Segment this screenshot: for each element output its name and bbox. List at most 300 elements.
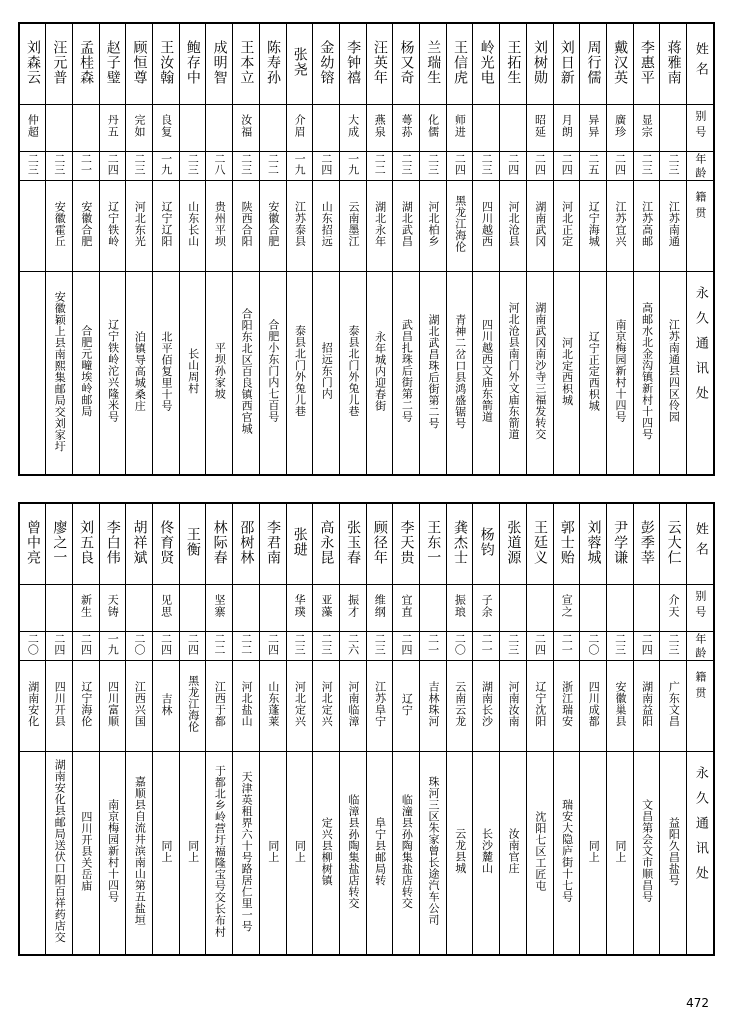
address-text: 同上 (587, 839, 601, 863)
cell-age (126, 152, 153, 181)
table-row (19, 632, 714, 661)
cell-age (259, 632, 286, 661)
cell-alias (179, 585, 206, 632)
cell-name (526, 23, 553, 105)
cell-name (206, 503, 233, 585)
cell-native-place (526, 181, 553, 272)
cell-address (259, 272, 286, 476)
cell-address (446, 272, 473, 476)
cell-native-place (206, 181, 233, 272)
native-place-text: 湖北武昌 (400, 201, 414, 247)
cell-name (19, 503, 46, 585)
cell-name (633, 23, 660, 105)
address-text: 辽宁铁岭沱兴隆米号 (106, 319, 120, 423)
cell-alias (153, 585, 180, 632)
name-text: 孟桂森 (78, 39, 95, 85)
cell-alias (286, 585, 313, 632)
address-text: 合阳东北区百良镇西官城 (240, 307, 254, 435)
column-header-text: 籍贯 (693, 191, 707, 223)
cell-alias (339, 105, 366, 152)
cell-age (206, 152, 233, 181)
native-place-text: 江苏南通 (667, 201, 681, 247)
name-text: 李君南 (265, 519, 282, 565)
cell-native-place (633, 181, 660, 272)
cell-alias (366, 105, 393, 152)
age-text: 二四 (640, 633, 654, 655)
age-text: 二三 (426, 153, 440, 175)
address-text: 平坝孙家坡 (213, 342, 227, 400)
cell-age (99, 632, 126, 661)
cell-alias (339, 585, 366, 632)
column-header-text: 永久通讯处 (692, 765, 708, 891)
cell-age (606, 632, 633, 661)
table-separator (18, 476, 715, 502)
cell-age (179, 632, 206, 661)
name-text: 周行儒 (585, 39, 602, 85)
address-text: 临潼县孙陶集盐店转交 (400, 793, 414, 909)
cell-age (233, 632, 260, 661)
cell-alias (233, 105, 260, 152)
alias-text: 见思 (159, 594, 173, 618)
cell-address (500, 272, 527, 476)
cell-address (366, 272, 393, 476)
alias-text: 华璞 (293, 594, 307, 618)
alias-text: 月朗 (560, 114, 574, 138)
age-text: 二三 (186, 153, 200, 175)
cell-age (660, 152, 687, 181)
cell-native-place (526, 661, 553, 752)
cell-name (580, 503, 607, 585)
cell-address (339, 272, 366, 476)
cell-age (500, 152, 527, 181)
cell-alias (259, 585, 286, 632)
alias-text: 振才 (346, 594, 360, 618)
cell-native-place (46, 661, 73, 752)
cell-native-place (259, 661, 286, 752)
alias-text: 亚藻 (319, 594, 333, 618)
age-text: 二一 (426, 633, 440, 655)
age-text: 二三 (640, 153, 654, 175)
cell-age (99, 152, 126, 181)
column-header-text: 别号 (693, 110, 707, 142)
column-header-text: 姓名 (692, 522, 708, 562)
name-text: 廖之一 (51, 519, 68, 565)
age-text: 二〇 (453, 633, 467, 655)
age-text: 二四 (399, 633, 413, 655)
cell-age (286, 632, 313, 661)
cell-address (206, 272, 233, 476)
cell-name (19, 23, 46, 105)
age-text: 二三 (613, 633, 627, 655)
column-header-text: 籍贯 (693, 671, 707, 703)
name-text: 王东一 (425, 519, 442, 565)
address-text: 同上 (613, 839, 627, 863)
name-text: 王衡 (184, 527, 201, 557)
native-place-text: 辽宁铁岭 (106, 201, 120, 247)
cell-alias (99, 585, 126, 632)
name-text: 佟育贤 (158, 519, 175, 565)
age-text: 二三 (373, 633, 387, 655)
cell-native-place (153, 181, 180, 272)
name-text: 高永昆 (318, 519, 335, 565)
cell-age (46, 152, 73, 181)
cell-alias (46, 105, 73, 152)
cell-age (500, 632, 527, 661)
cell-age (420, 152, 447, 181)
cell-name (179, 503, 206, 585)
alias-text: 子余 (480, 594, 494, 618)
cell-age (446, 632, 473, 661)
cell-age (473, 632, 500, 661)
name-text: 邵树林 (238, 519, 255, 565)
cell-age (259, 152, 286, 181)
cell-age (313, 152, 340, 181)
cell-alias (553, 105, 580, 152)
cell-address (46, 752, 73, 956)
cell-native-place (19, 661, 46, 752)
name-text: 汪英年 (371, 39, 388, 85)
alias-text: 宣之 (560, 594, 574, 618)
column-header-text: 别号 (693, 590, 707, 622)
cell-alias (606, 105, 633, 152)
address-text: 长山周村 (186, 348, 200, 394)
cell-alias (126, 585, 153, 632)
cell-age (72, 152, 99, 181)
cell-address (473, 272, 500, 476)
alias-text: 完如 (132, 114, 146, 138)
native-place-text: 河北盐山 (240, 681, 254, 727)
table-row (19, 661, 714, 752)
column-header-native-place (687, 661, 714, 752)
cell-name (393, 503, 420, 585)
age-text: 二四 (266, 633, 280, 655)
native-place-text: 黑龙江海伦 (453, 195, 467, 253)
cell-address (473, 752, 500, 956)
cell-age (206, 632, 233, 661)
cell-alias (393, 585, 420, 632)
name-text: 李白伟 (104, 519, 121, 565)
native-place-text: 安徽霍丘 (53, 201, 67, 247)
address-text: 同上 (160, 839, 174, 863)
age-text: 二三 (52, 153, 66, 175)
column-header-text: 年龄 (693, 633, 707, 661)
age-text: 二四 (159, 633, 173, 655)
native-place-text: 安徽巢县 (613, 681, 627, 727)
address-text: 四川开县关岳庙 (79, 810, 93, 892)
table-row (19, 503, 714, 585)
cell-native-place (580, 181, 607, 272)
table-row (19, 585, 714, 632)
cell-age (526, 152, 553, 181)
cell-native-place (660, 181, 687, 272)
alias-text: 显宗 (640, 114, 654, 138)
address-text: 合肥小东门内七百号 (266, 319, 280, 423)
age-text: 一九 (106, 633, 120, 655)
cell-alias (580, 105, 607, 152)
cell-name (126, 503, 153, 585)
cell-name (286, 503, 313, 585)
age-text: 二三 (399, 153, 413, 175)
address-text: 四川越西文庙东箭道 (480, 319, 494, 423)
native-place-text: 山东招远 (320, 201, 334, 247)
age-text: 二三 (506, 633, 520, 655)
address-text: 长沙麓山 (480, 828, 494, 874)
cell-native-place (366, 661, 393, 752)
cell-native-place (126, 661, 153, 752)
cell-native-place (206, 661, 233, 752)
cell-age (366, 152, 393, 181)
address-text: 南京梅园新村十四号 (106, 799, 120, 903)
cell-address (553, 752, 580, 956)
name-text: 刘森云 (24, 39, 41, 85)
native-place-text: 吉林 (160, 692, 174, 716)
address-text: 嘉顺县自流井滨南山第五盐垣 (133, 776, 147, 926)
age-text: 二四 (319, 153, 333, 175)
cell-age (633, 632, 660, 661)
cell-address (259, 752, 286, 956)
cell-address (46, 272, 73, 476)
alias-text: 蕚荪 (399, 114, 413, 138)
native-place-text: 云南云龙 (453, 681, 467, 727)
address-text: 同上 (186, 839, 200, 863)
native-place-text: 陕西合阳 (240, 201, 254, 247)
name-text: 尹学谦 (612, 519, 629, 565)
name-text: 刘树勋 (532, 39, 549, 85)
cell-name (660, 503, 687, 585)
native-place-text: 四川成都 (587, 681, 601, 727)
cell-alias (286, 105, 313, 152)
cell-alias (420, 585, 447, 632)
cell-name (606, 503, 633, 585)
cell-address (526, 272, 553, 476)
cell-age (339, 152, 366, 181)
cell-address (633, 272, 660, 476)
native-place-text: 山东蓬莱 (266, 681, 280, 727)
address-text: 河北沧县南门外文庙东箭道 (507, 302, 521, 440)
native-place-text: 河北东光 (133, 201, 147, 247)
cell-address (313, 752, 340, 956)
cell-native-place (366, 181, 393, 272)
native-place-text: 河南汝南 (507, 681, 521, 727)
native-place-text: 吉林珠河 (427, 681, 441, 727)
address-text: 云龙县城 (453, 828, 467, 874)
cell-alias (126, 105, 153, 152)
address-text: 合肥元疃埃岭邮局 (79, 325, 93, 417)
name-text: 刘五良 (78, 519, 95, 565)
cell-alias (393, 105, 420, 152)
age-text: 二一 (480, 633, 494, 655)
age-text: 二三 (132, 153, 146, 175)
name-text: 郭士贻 (558, 519, 575, 565)
name-text: 成明智 (211, 39, 228, 85)
native-place-text: 江西兴国 (133, 681, 147, 727)
cell-native-place (339, 661, 366, 752)
address-text: 阜宁县邮局转 (373, 816, 387, 886)
cell-alias (19, 105, 46, 152)
cell-name (633, 503, 660, 585)
address-text: 江苏南通县四区伶园 (667, 319, 681, 423)
age-text: 二四 (613, 153, 627, 175)
cell-name (473, 503, 500, 585)
cell-native-place (553, 181, 580, 272)
cell-age (153, 152, 180, 181)
address-text: 益阳久昌盐号 (667, 816, 681, 886)
age-text: 二三 (667, 633, 680, 655)
cell-name (580, 23, 607, 105)
cell-name (259, 503, 286, 585)
cell-address (660, 752, 687, 956)
cell-native-place (393, 181, 420, 272)
name-text: 胡祥斌 (131, 519, 148, 565)
cell-alias (179, 105, 206, 152)
cell-native-place (233, 181, 260, 272)
cell-age (553, 152, 580, 181)
age-text: 二四 (186, 633, 200, 655)
cell-address (366, 752, 393, 956)
cell-name (526, 503, 553, 585)
native-place-text: 江苏高邮 (640, 201, 654, 247)
column-header-alias (687, 585, 714, 632)
native-place-text: 四川开县 (53, 681, 67, 727)
address-text: 北平佰复里十号 (160, 330, 174, 412)
address-text: 珠河三区朱家曾长途汽车公司 (427, 776, 441, 926)
cell-name (313, 503, 340, 585)
age-text: 二〇 (132, 633, 146, 655)
address-text: 永年城内迎春街 (373, 330, 387, 412)
cell-alias (259, 105, 286, 152)
name-text: 刘蓉城 (585, 519, 602, 565)
table-row (19, 272, 714, 476)
cell-native-place (473, 181, 500, 272)
cell-age (339, 632, 366, 661)
native-place-text: 辽宁海城 (587, 201, 601, 247)
cell-name (366, 503, 393, 585)
cell-address (233, 272, 260, 476)
age-text: 二二 (266, 153, 280, 175)
cell-alias (633, 585, 660, 632)
cell-address (286, 752, 313, 956)
native-place-text: 河北沧县 (507, 201, 521, 247)
cell-name (46, 23, 73, 105)
cell-age (606, 152, 633, 181)
cell-native-place (99, 181, 126, 272)
cell-age (660, 632, 687, 661)
cell-alias (72, 105, 99, 152)
name-text: 岭光电 (478, 39, 495, 85)
name-text: 兰瑞生 (425, 39, 442, 85)
alias-text: 燕泉 (373, 114, 387, 138)
cell-alias (206, 585, 233, 632)
name-text: 龚杰士 (451, 519, 468, 565)
native-place-text: 辽宁辽阳 (160, 201, 174, 247)
name-text: 王信虎 (451, 39, 468, 85)
cell-address (99, 272, 126, 476)
native-place-text: 湖南安化 (26, 681, 40, 727)
cell-name (286, 23, 313, 105)
address-text: 高邮水北金沟镇新村十四号 (640, 302, 654, 440)
cell-address (286, 272, 313, 476)
native-place-text: 河南临漳 (346, 681, 360, 727)
cell-age (286, 152, 313, 181)
cell-native-place (420, 181, 447, 272)
alias-text: 介天 (667, 594, 680, 618)
cell-name (99, 503, 126, 585)
column-header-age (687, 152, 714, 181)
cell-alias (473, 585, 500, 632)
cell-native-place (473, 661, 500, 752)
cell-name (420, 503, 447, 585)
name-text: 顾径年 (371, 519, 388, 565)
cell-age (473, 152, 500, 181)
native-place-text: 河北定兴 (293, 681, 307, 727)
name-text: 戴汉英 (612, 39, 629, 85)
cell-native-place (126, 181, 153, 272)
age-text: 二四 (106, 153, 120, 175)
native-place-text: 安徽合肥 (79, 201, 93, 247)
alias-text: 化儒 (426, 114, 440, 138)
cell-address (420, 272, 447, 476)
cell-native-place (179, 661, 206, 752)
native-place-text: 辽宁 (400, 692, 414, 716)
age-text: 二三 (667, 153, 680, 175)
age-text: 二三 (480, 153, 494, 175)
cell-native-place (606, 661, 633, 752)
alias-text: 大成 (346, 114, 360, 138)
name-text: 陈寿孙 (265, 39, 282, 85)
cell-address (606, 752, 633, 956)
cell-alias (46, 585, 73, 632)
cell-name (46, 503, 73, 585)
age-text: 二四 (52, 633, 66, 655)
cell-alias (313, 585, 340, 632)
cell-age (393, 152, 420, 181)
native-place-text: 河北柏乡 (427, 201, 441, 247)
cell-address (420, 752, 447, 956)
cell-name (126, 23, 153, 105)
name-text: 杨钧 (478, 527, 495, 557)
cell-alias (660, 585, 687, 632)
column-header-address (687, 272, 714, 476)
age-text: 二五 (586, 153, 600, 175)
cell-native-place (446, 181, 473, 272)
name-text: 云大仁 (665, 519, 682, 565)
age-text: 二〇 (586, 633, 600, 655)
age-text: 二六 (346, 633, 360, 655)
alias-text: 师进 (453, 114, 467, 138)
cell-alias (606, 585, 633, 632)
cell-alias (233, 585, 260, 632)
address-text: 泰县北门外兔儿巷 (346, 325, 360, 417)
cell-native-place (420, 661, 447, 752)
table-row (19, 105, 714, 152)
address-text: 招远东门内 (320, 342, 334, 400)
cell-native-place (580, 661, 607, 752)
cell-address (179, 272, 206, 476)
age-text: 二四 (560, 153, 574, 175)
cell-name (313, 23, 340, 105)
address-text: 同上 (293, 839, 307, 863)
native-place-text: 广东文昌 (667, 681, 681, 727)
cell-alias (473, 105, 500, 152)
cell-native-place (286, 181, 313, 272)
name-text: 金幼镕 (318, 39, 335, 85)
alias-text: 新生 (79, 594, 93, 618)
native-place-text: 贵州平坝 (213, 201, 227, 247)
cell-address (526, 752, 553, 956)
alias-text: 昭延 (533, 114, 547, 138)
cell-address (500, 752, 527, 956)
page-number: 472 (686, 996, 709, 1010)
